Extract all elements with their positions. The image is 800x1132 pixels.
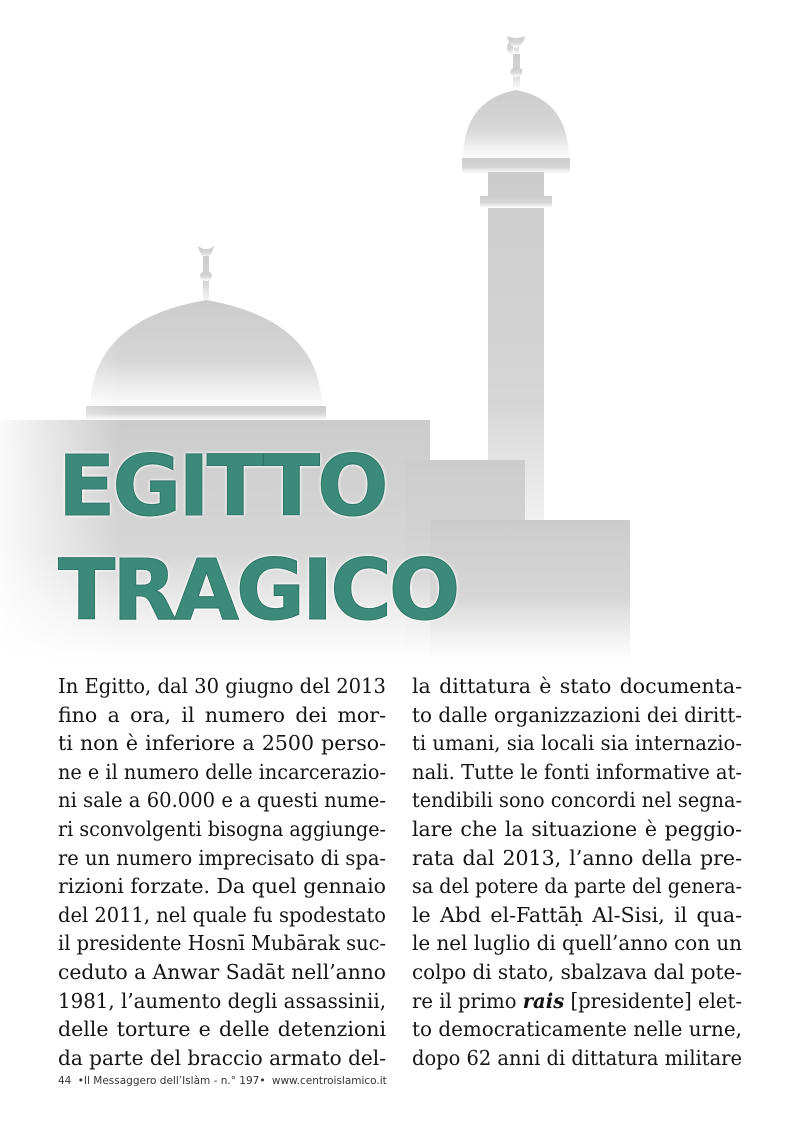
text-line: rizioni forzate. Da quel gennaio <box>58 874 386 899</box>
text-line: 1981, l’aumento degli assassinii, <box>58 988 386 1013</box>
rais-word: rais <box>522 988 565 1013</box>
text-line: ceduto a Anwar Sadāt nell’anno <box>58 959 386 984</box>
text-line: le nel luglio di quell’anno con un <box>412 931 742 956</box>
title-line-2: TRAGICO <box>58 541 458 639</box>
page-footer <box>58 1075 390 1087</box>
text-line: tendibili sono concordi nel segna- <box>412 788 742 813</box>
text-line: lare che la situazione è peggio- <box>412 816 742 841</box>
text-line: to dalle organizzazioni dei diritt- <box>412 702 742 727</box>
text-line: delle torture e delle detenzioni <box>58 1017 386 1042</box>
text-line: ti non è inferiore a 2500 perso- <box>58 731 386 756</box>
text-line: fino a ora, il numero dei mor- <box>58 702 386 727</box>
text-line: ri sconvolgenti bisogna aggiunge- <box>58 816 386 841</box>
text-line: ti umani, sia locali sia internazio- <box>412 731 742 756</box>
text-fragment: [presidente] elet- <box>564 988 742 1013</box>
title-line-1: EGITTO <box>58 437 386 535</box>
text-line: le Abd el-Fattāḥ Al-Sisi, il qua- <box>412 902 742 927</box>
text-line: la dittatura è stato documenta- <box>412 674 742 698</box>
text-line: da parte del braccio armato del- <box>58 1045 386 1070</box>
article-column-right <box>412 672 742 1072</box>
text-line: In Egitto, dal 30 giugno del 2013 <box>58 674 386 698</box>
text-line: to democraticamente nelle urne, <box>412 1017 742 1042</box>
text-fragment: re il primo <box>412 988 523 1013</box>
text-line: sa del potere da parte del genera- <box>412 874 742 899</box>
text-line: nali. Tutte le fonti informative at- <box>412 759 742 784</box>
website-link[interactable]: www.centroislamico.it <box>271 1075 387 1087</box>
text-line: ne e il numero delle incarcerazio- <box>58 759 386 784</box>
text-line: del 2011, nel quale fu spodestato <box>58 902 386 927</box>
magazine-name: •Il Messaggero dell’Islàm - n.° 197• <box>77 1075 266 1087</box>
text-line: ni sale a 60.000 e a questi nume- <box>58 788 386 813</box>
text-line: colpo di stato, sbalzava dal pote- <box>412 959 742 984</box>
text-line: il presidente Hosnī Mubārak suc- <box>58 931 386 956</box>
text-line: re un numero imprecisato di spa- <box>58 845 386 870</box>
text-line: rata dal 2013, l’anno della pre- <box>412 845 742 870</box>
article-column-left <box>58 672 386 1072</box>
page-number: 44 <box>58 1075 72 1087</box>
text-line-rais <box>412 987 742 1016</box>
text-line: dopo 62 anni di dittatura militare <box>412 1045 742 1070</box>
